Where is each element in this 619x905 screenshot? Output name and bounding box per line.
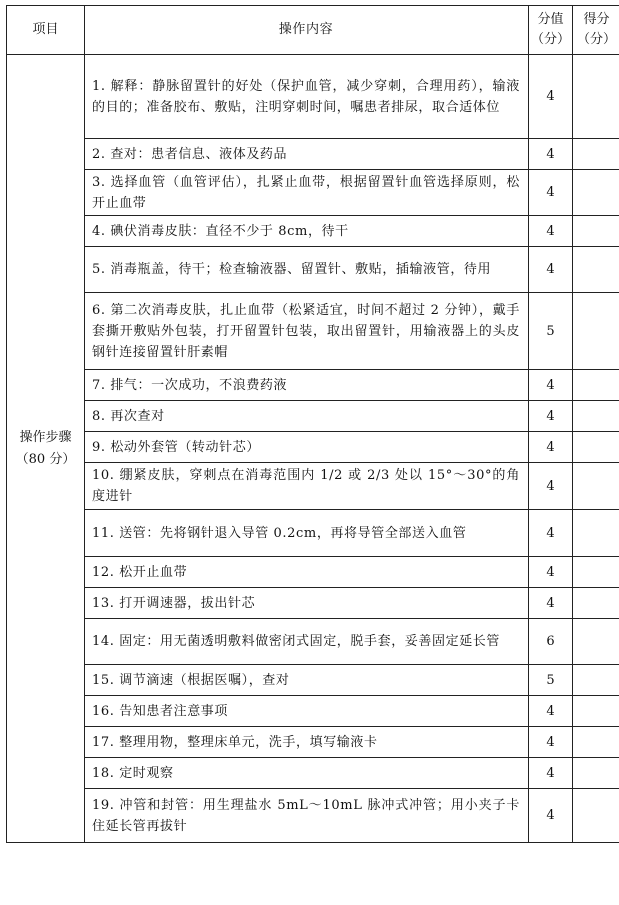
step-content: 4. 碘伏消毒皮肤：直径不少于 8cm，待干: [85, 216, 529, 247]
table-header-row: [7, 6, 619, 55]
step-got-score-cell[interactable]: [573, 789, 619, 843]
table-row: [7, 293, 619, 370]
step-content: 18. 定时观察: [85, 758, 529, 789]
step-content: 16. 告知患者注意事项: [85, 696, 529, 727]
step-content: 11. 送管：先将钢针退入导管 0.2cm，再将导管全部送入血管: [85, 510, 529, 557]
step-got-score-cell[interactable]: [573, 432, 619, 463]
step-score: 4: [529, 139, 573, 170]
step-got-score-cell[interactable]: [573, 588, 619, 619]
step-score: 4: [529, 789, 573, 843]
table-row: [7, 247, 619, 293]
step-score: 4: [529, 588, 573, 619]
step-got-score-cell[interactable]: [573, 758, 619, 789]
step-content: 14. 固定：用无菌透明敷料做密闭式固定，脱手套，妥善固定延长管: [85, 619, 529, 665]
scoring-table-container: [6, 5, 619, 843]
step-content: 8. 再次查对: [85, 401, 529, 432]
step-score: 4: [529, 727, 573, 758]
table-row: [7, 727, 619, 758]
scoring-table: [6, 5, 619, 843]
step-score: 4: [529, 463, 573, 510]
step-got-score-cell[interactable]: [573, 665, 619, 696]
table-row: [7, 665, 619, 696]
step-content: 7. 排气：一次成功，不浪费药液: [85, 370, 529, 401]
step-score: 4: [529, 510, 573, 557]
step-got-score-cell[interactable]: [573, 370, 619, 401]
table-row: [7, 170, 619, 216]
step-got-score-cell[interactable]: [573, 510, 619, 557]
step-score: 5: [529, 293, 573, 370]
table-row: [7, 216, 619, 247]
table-row: [7, 139, 619, 170]
step-got-score-cell[interactable]: [573, 557, 619, 588]
step-got-score-cell[interactable]: [573, 139, 619, 170]
step-content: 1. 解释：静脉留置针的好处（保护血管，减少穿刺，合理用药），输液的目的；准备胶布、敷贴，注明穿刺时间，嘱患者排尿，取合适体位: [85, 55, 529, 139]
step-score: 4: [529, 170, 573, 216]
table-row: [7, 758, 619, 789]
header-content: 操作内容: [85, 6, 529, 55]
table-row: [7, 557, 619, 588]
step-score: 4: [529, 370, 573, 401]
header-score: 分值 （分）: [529, 6, 573, 55]
header-project: 项目: [7, 6, 85, 55]
step-content: 15. 调节滴速（根据医嘱），查对: [85, 665, 529, 696]
step-got-score-cell[interactable]: [573, 463, 619, 510]
step-score: 4: [529, 432, 573, 463]
table-row: [7, 401, 619, 432]
table-row: [7, 619, 619, 665]
table-row: [7, 510, 619, 557]
step-got-score-cell[interactable]: [573, 55, 619, 139]
table-row: [7, 789, 619, 843]
step-score: 6: [529, 619, 573, 665]
step-got-score-cell[interactable]: [573, 619, 619, 665]
step-got-score-cell[interactable]: [573, 401, 619, 432]
step-got-score-cell[interactable]: [573, 247, 619, 293]
step-score: 4: [529, 557, 573, 588]
table-row: [7, 696, 619, 727]
step-score: 4: [529, 216, 573, 247]
step-content: 5. 消毒瓶盖，待干；检查输液器、留置针、敷贴，插输液管，待用: [85, 247, 529, 293]
table-row: [7, 432, 619, 463]
step-got-score-cell[interactable]: [573, 293, 619, 370]
step-score: 5: [529, 665, 573, 696]
step-content: 12. 松开止血带: [85, 557, 529, 588]
step-score: 4: [529, 758, 573, 789]
step-got-score-cell[interactable]: [573, 170, 619, 216]
step-got-score-cell[interactable]: [573, 727, 619, 758]
step-content: 13. 打开调速器，拔出针芯: [85, 588, 529, 619]
step-content: 2. 查对：患者信息、液体及药品: [85, 139, 529, 170]
section-label-operation-steps: 操作步骤 （80 分）: [7, 55, 85, 843]
step-content: 19. 冲管和封管：用生理盐水 5mL～10mL 脉冲式冲管；用小夹子卡住延长管再拔针: [85, 789, 529, 843]
step-score: 4: [529, 55, 573, 139]
step-content: 17. 整理用物，整理床单元，洗手，填写输液卡: [85, 727, 529, 758]
step-content: 10. 绷紧皮肤，穿刺点在消毒范围内 1/2 或 2/3 处以 15°～30°的角度进针: [85, 463, 529, 510]
table-row: [7, 370, 619, 401]
table-row: [7, 463, 619, 510]
step-score: 4: [529, 401, 573, 432]
step-score: 4: [529, 696, 573, 727]
table-row: [7, 588, 619, 619]
header-got-score: 得分 （分）: [573, 6, 619, 55]
step-score: 4: [529, 247, 573, 293]
step-content: 6. 第二次消毒皮肤，扎止血带（松紧适宜，时间不超过 2 分钟），戴手套撕开敷贴外包装，打开留置针包装，取出留置针，用输液器上的头皮钢针连接留置针肝素帽: [85, 293, 529, 370]
table-row: [7, 55, 619, 139]
step-got-score-cell[interactable]: [573, 696, 619, 727]
step-content: 3. 选择血管（血管评估），扎紧止血带，根据留置针血管选择原则，松开止血带: [85, 170, 529, 216]
step-got-score-cell[interactable]: [573, 216, 619, 247]
step-content: 9. 松动外套管（转动针芯）: [85, 432, 529, 463]
